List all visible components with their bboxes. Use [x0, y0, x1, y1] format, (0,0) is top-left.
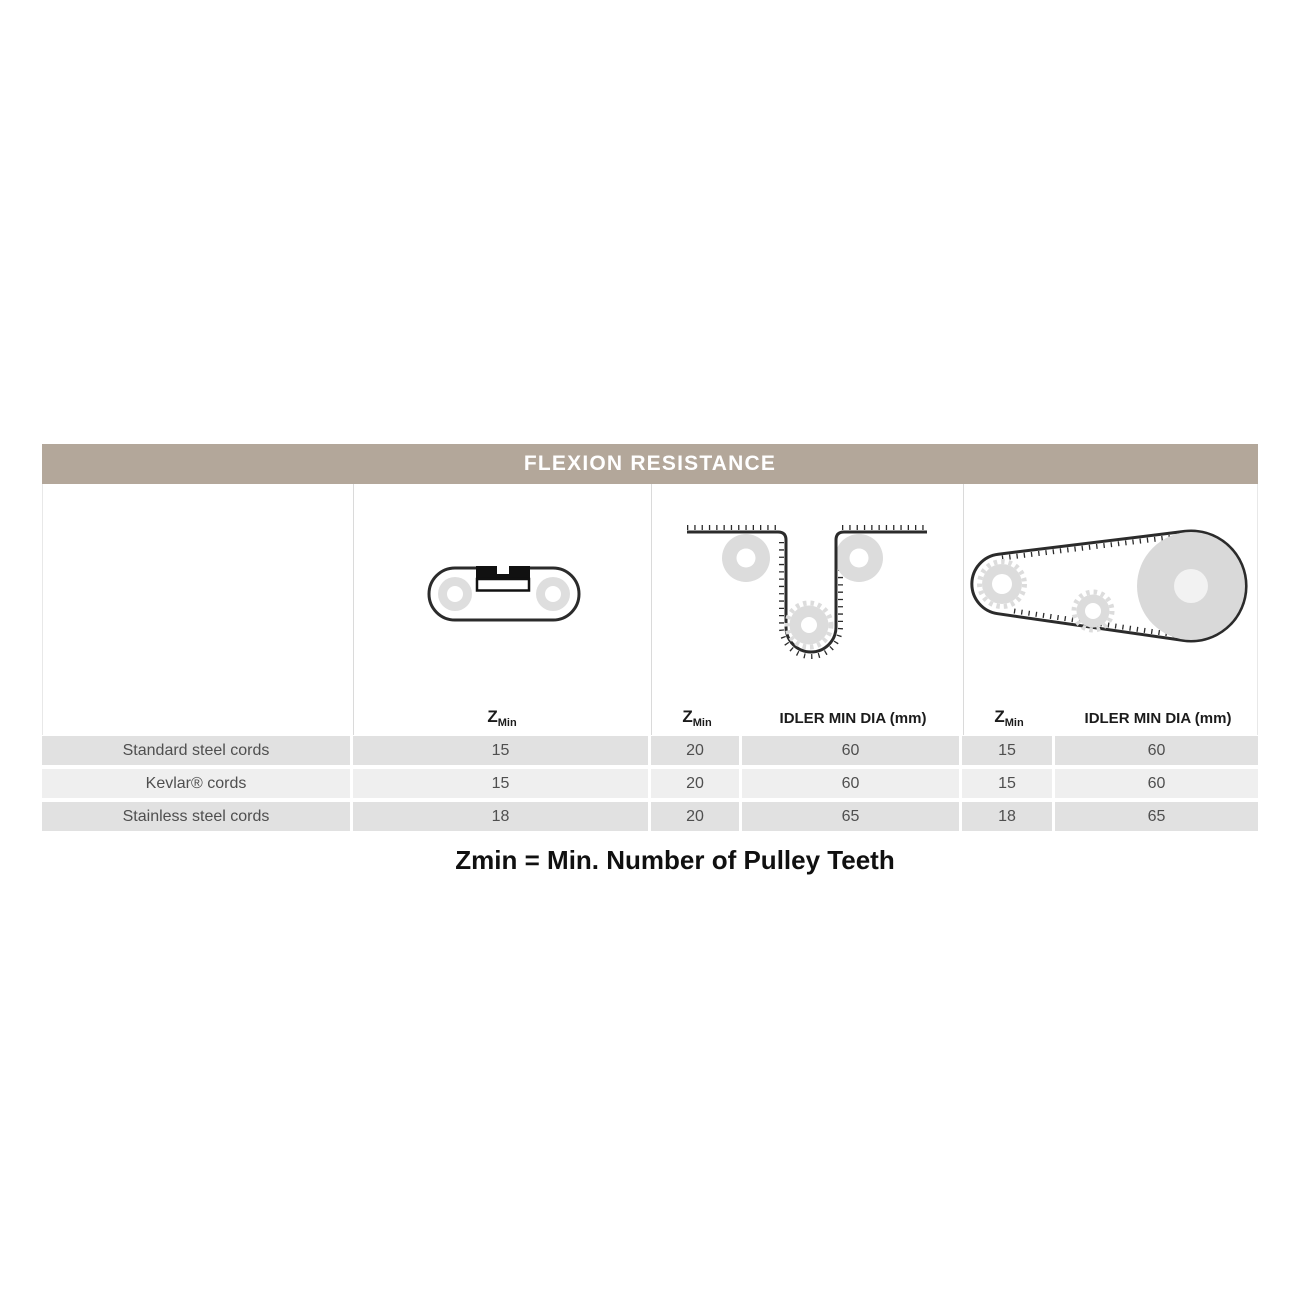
column-header-idler-loop: IDLER MIN DIA (mm) — [1084, 710, 1232, 727]
column-divider — [963, 484, 964, 735]
zmin-value-cell: 15 — [962, 736, 1052, 765]
idler-value-cell: 60 — [1055, 769, 1258, 798]
row-label-cell: Standard steel cords — [42, 736, 350, 765]
table-title-band — [42, 444, 1258, 484]
idler-value-cell: 60 — [742, 769, 959, 798]
open-ended-belt-clamp-diagram — [419, 560, 589, 630]
zmin-value-cell: 18 — [962, 802, 1052, 831]
table-row — [42, 736, 1258, 765]
flexion-resistance-table — [42, 444, 1258, 831]
caption: Zmin = Min. Number of Pulley Teeth — [455, 845, 895, 875]
zmin-value-cell: 20 — [651, 802, 739, 831]
idler-value-cell: 60 — [742, 736, 959, 765]
closed-loop-drive-diagram — [969, 529, 1257, 654]
zmin-value-cell: 18 — [353, 802, 648, 831]
table-row — [42, 769, 1258, 798]
zmin-value-cell: 15 — [353, 769, 648, 798]
column-header-zmin-loop: $Z_{Min}$ — [994, 707, 1024, 729]
zmin-value-cell: 20 — [651, 769, 739, 798]
idler-value-cell: 65 — [1055, 802, 1258, 831]
omega-drive-diagram — [679, 522, 929, 662]
zmin-value-cell: 20 — [651, 736, 739, 765]
row-label-cell: Stainless steel cords — [42, 802, 350, 831]
zmin-value-cell: 15 — [962, 769, 1052, 798]
column-header-zmin-omega: $Z_{Min}$ — [682, 707, 712, 729]
table-body — [42, 735, 1258, 831]
column-header-idler-omega: IDLER MIN DIA (mm) — [779, 710, 927, 727]
idler-value-cell: 60 — [1055, 736, 1258, 765]
column-divider — [353, 484, 354, 735]
column-divider — [651, 484, 652, 735]
zmin-value-cell: 15 — [353, 736, 648, 765]
table-title: FLEXION RESISTANCE — [523, 452, 777, 475]
diagram-row — [42, 484, 1258, 735]
idler-value-cell: 65 — [742, 802, 959, 831]
table-row — [42, 802, 1258, 831]
row-label-cell: Kevlar® cords — [42, 769, 350, 798]
column-header-zmin-linear: $Z_{Min}$ — [487, 707, 517, 729]
